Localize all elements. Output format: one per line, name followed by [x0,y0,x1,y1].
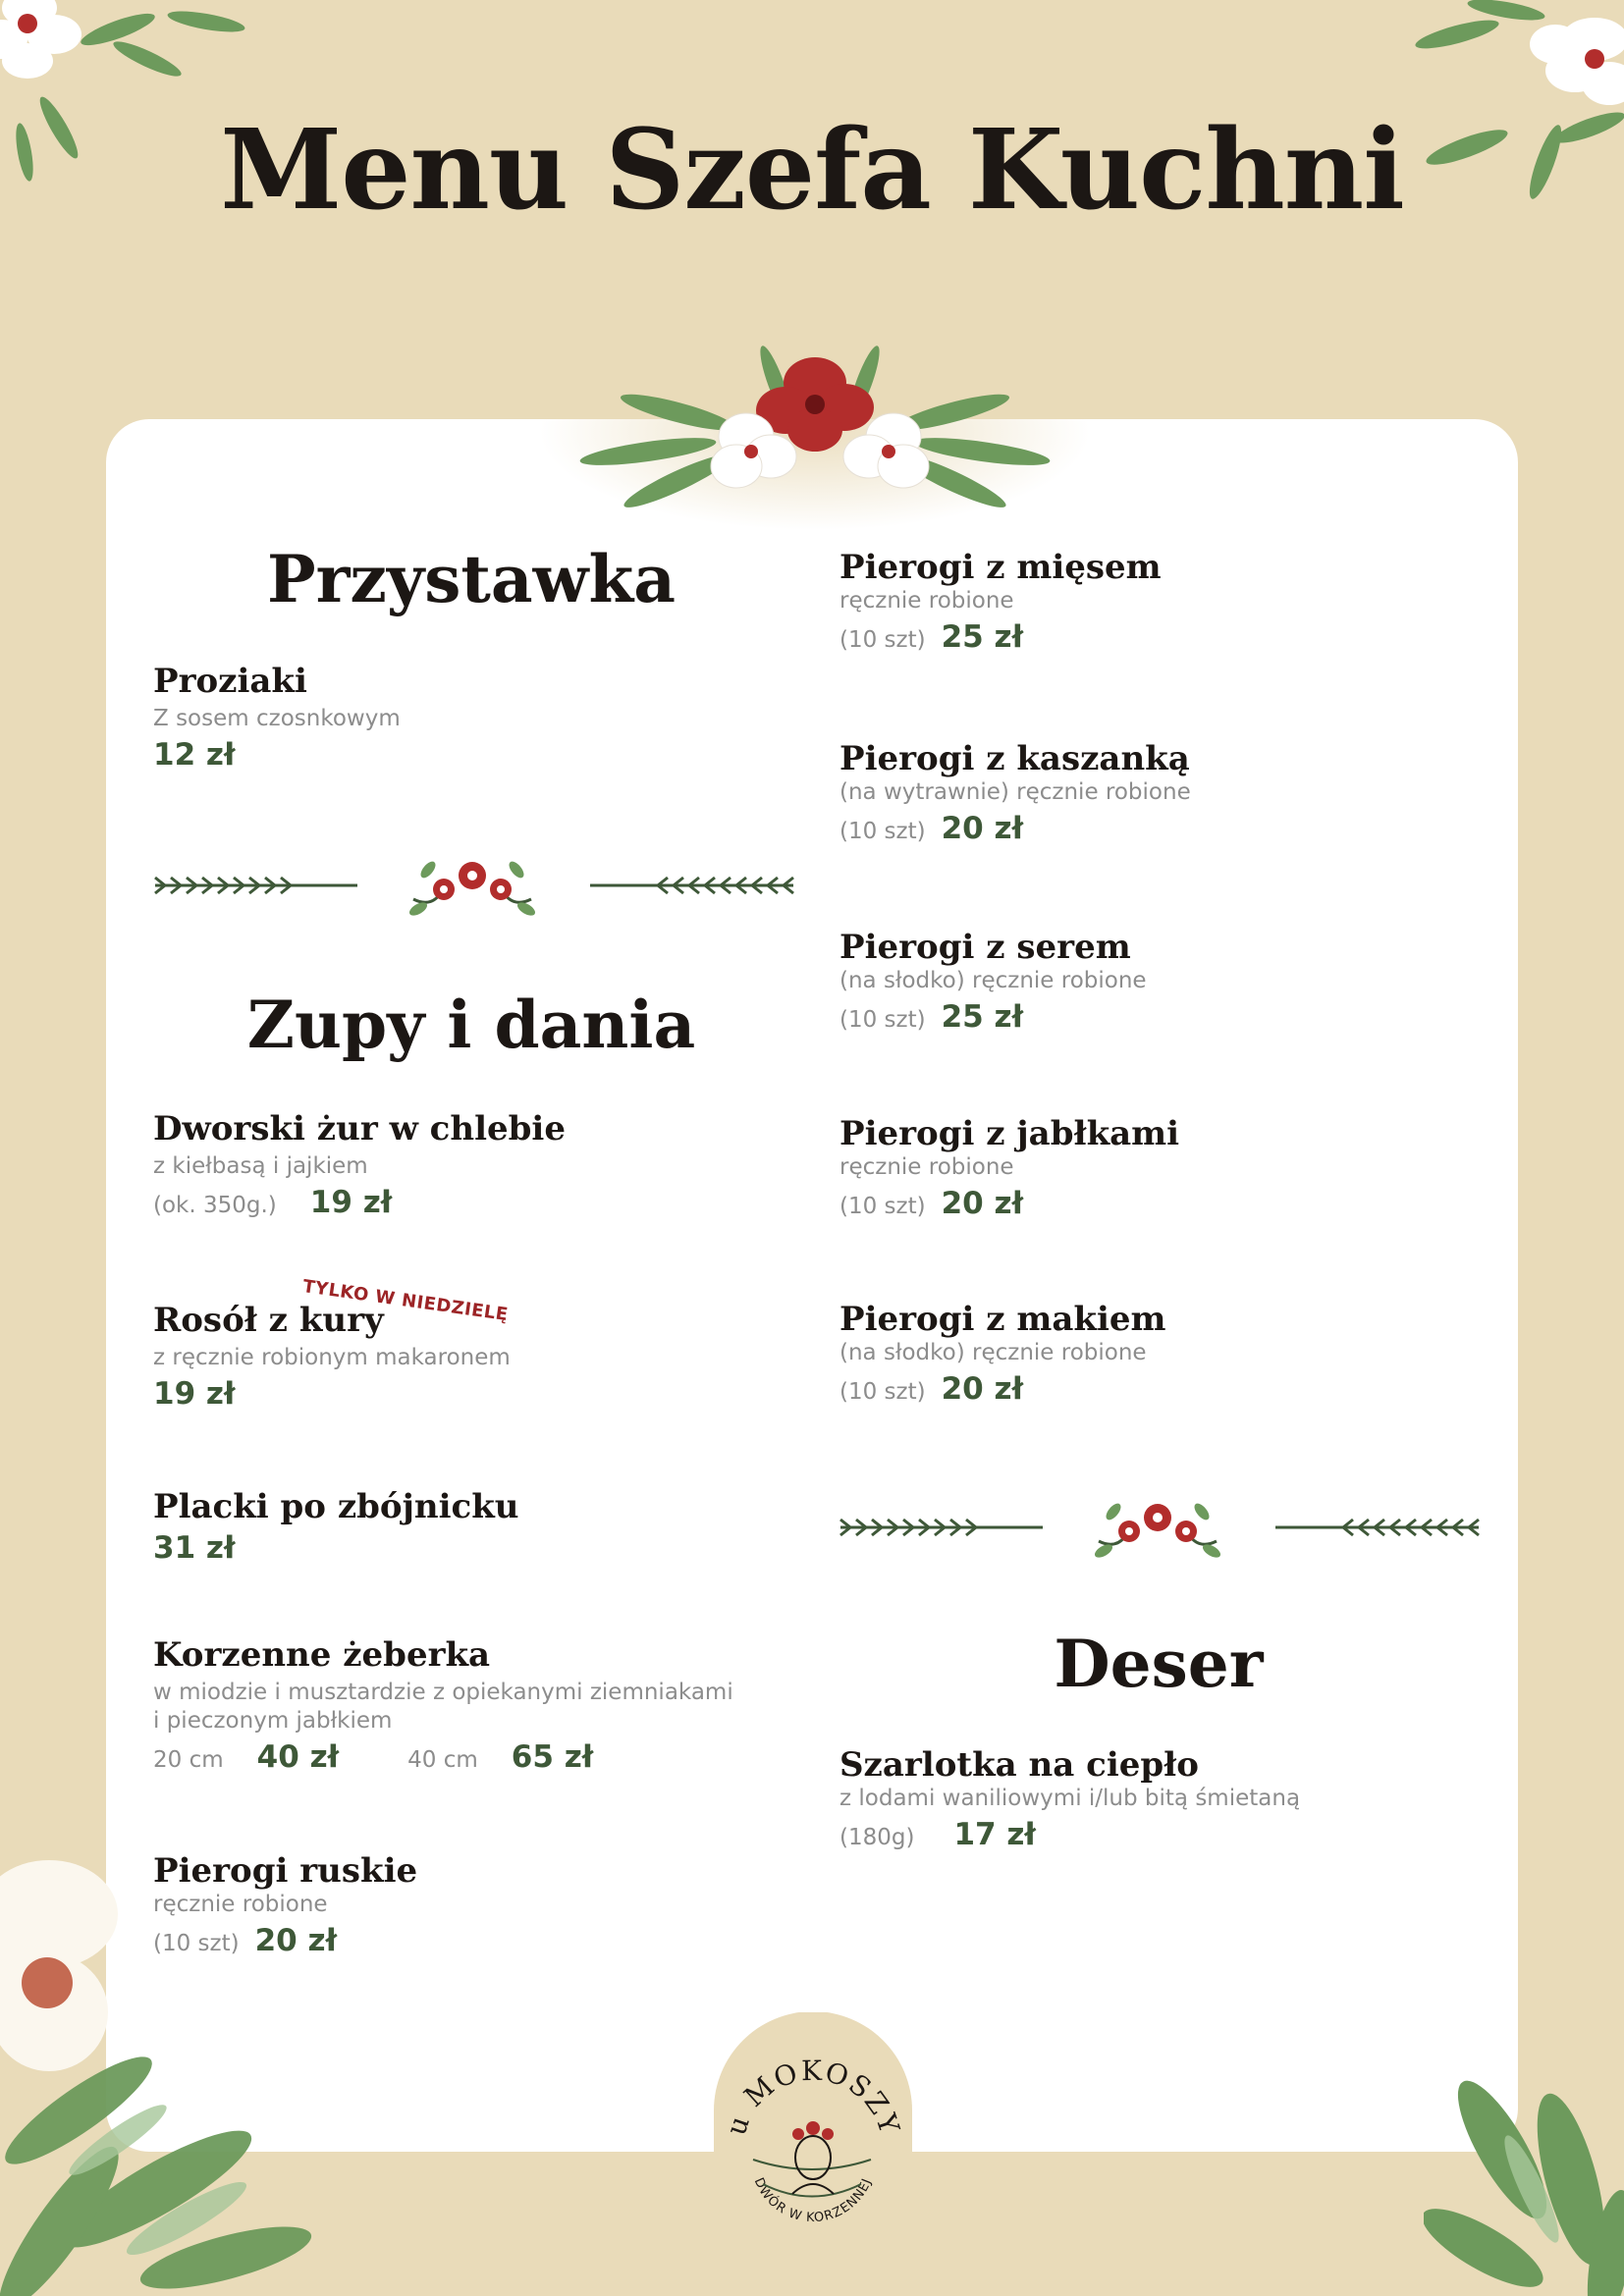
menu-item-pierogi-kaszanka [839,739,1191,846]
item-price: 25 zł [941,999,1024,1035]
restaurant-logo [714,2012,912,2296]
item-price: 65 zł [511,1739,594,1775]
menu-item-zeberka [153,1635,733,1775]
menu-item-szarlotka [839,1745,1300,1852]
item-description: (na wytrawnie) ręcznie robione [839,779,1191,805]
menu-item-proziaki [153,662,401,773]
item-price: 20 zł [941,1186,1024,1221]
item-price: 12 zł [153,737,236,773]
item-price: 20 zł [941,811,1024,846]
menu-item-pierogi-mieso [839,548,1162,655]
corner-leaves-bottom-right-icon [1424,2061,1624,2296]
menu-item-pierogi-mak [839,1300,1165,1407]
item-description: (na słodko) ręcznie robione [839,968,1147,993]
item-description: Z sosem czosnkowym [153,706,401,731]
corner-flower-bottom-left-icon [0,1816,314,2296]
item-quantity: (ok. 350g.) [153,1193,277,1218]
divider-ornament-icon [839,1492,1482,1563]
item-name: Rosół z kury [153,1301,384,1340]
item-description: z lodami waniliowymi i/lub bitą śmietaną [839,1786,1301,1811]
item-name: Pierogi z jabłkami [839,1114,1180,1153]
item-price: 20 zł [941,1371,1024,1407]
item-size: 20 cm [153,1747,224,1773]
item-price: 40 zł [256,1739,340,1775]
item-name: Pierogi z kaszanką [839,739,1190,778]
item-quantity: (10 szt) [153,1931,240,1956]
logo-bottom-text: DWÓR W KORZENNEJ [750,2175,876,2226]
page-title: Menu Szefa Kuchni [220,106,1404,235]
item-quantity: (10 szt) [839,1007,926,1033]
item-quantity: (10 szt) [839,819,926,844]
menu-item-placki [153,1487,519,1566]
item-description: (na słodko) ręcznie robione [839,1340,1147,1365]
item-name: Pierogi ruskie [153,1851,418,1891]
item-description: z kiełbasą i jajkiem [153,1153,368,1179]
menu-item-rosol [153,1301,511,1412]
item-name: Korzenne żeberka [153,1635,491,1675]
section-title-deser: Deser [1054,1626,1264,1702]
item-name: Dworski żur w chlebie [153,1109,566,1148]
section-title-przystawka: Przystawka [267,541,676,617]
section-title-zupy: Zupy i dania [246,987,696,1063]
divider-ornament-icon [153,850,796,921]
item-price: 20 zł [254,1923,338,1958]
logo-top-text: u MOKOSZY [719,2054,907,2140]
menu-item-pierogi-jablka [839,1114,1179,1221]
item-quantity: (10 szt) [839,1194,926,1219]
item-size: 40 cm [407,1747,478,1773]
item-name: Szarlotka na ciepło [839,1745,1199,1785]
sunday-only-badge: TYLKO W NIEDZIELĘ [301,1276,510,1326]
item-price: 17 zł [953,1817,1036,1852]
item-name: Pierogi z mięsem [839,548,1162,587]
item-name: Placki po zbójnicku [153,1487,519,1526]
item-quantity: (10 szt) [839,627,926,653]
item-description: ręcznie robione [153,1892,328,1917]
item-description: w miodzie i musztardzie z opiekanymi ziemniakami [153,1680,733,1705]
item-quantity: (180g) [839,1825,915,1850]
item-price: 31 zł [153,1530,236,1566]
menu-item-pierogi-ser [839,928,1147,1035]
item-price: 19 zł [153,1376,236,1412]
item-description: z ręcznie robionym makaronem [153,1345,511,1370]
item-name: Pierogi z makiem [839,1300,1166,1339]
item-quantity: (10 szt) [839,1379,926,1405]
flower-garland-icon [530,344,1100,530]
menu-item-zur [153,1109,566,1220]
item-description-cont: i pieczonym jabłkiem [153,1708,393,1734]
item-price: 19 zł [309,1185,393,1220]
item-name: Proziaki [153,662,307,701]
item-price: 25 zł [941,619,1024,655]
item-description: ręcznie robione [839,588,1014,614]
item-description: ręcznie robione [839,1154,1014,1180]
item-name: Pierogi z serem [839,928,1131,967]
